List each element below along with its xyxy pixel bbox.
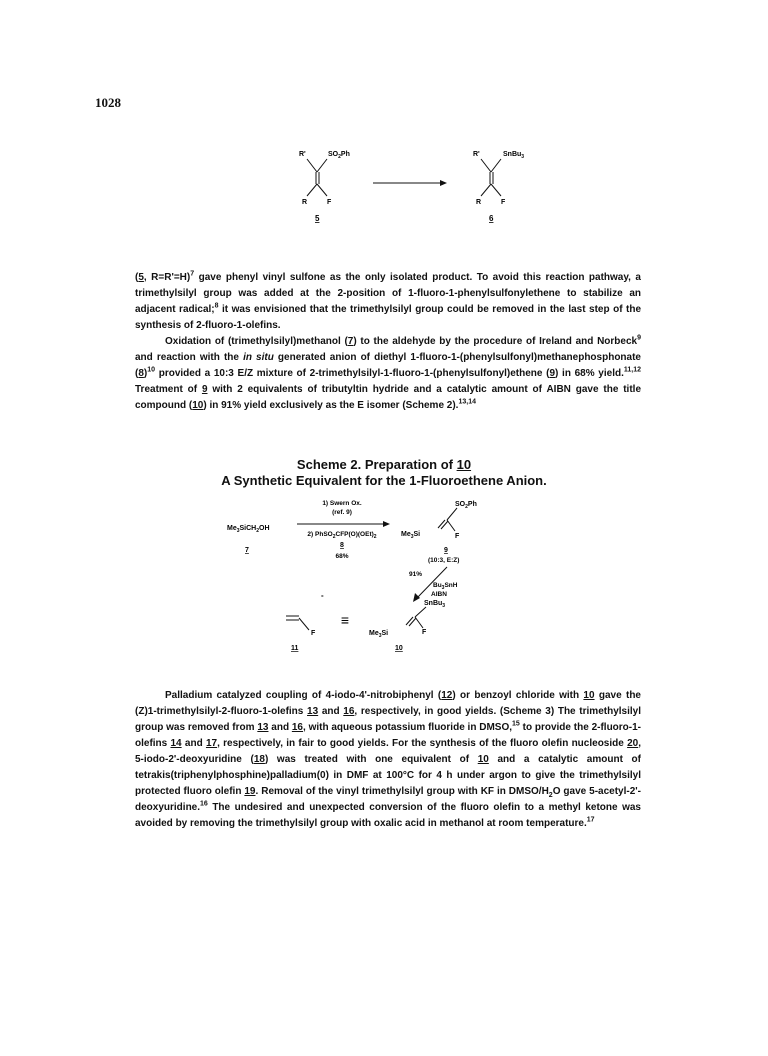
- scheme-2-title: [0, 457, 768, 489]
- anion-charge: -: [321, 591, 324, 600]
- compound-ref: 9: [201, 384, 208, 395]
- compound-ref: 13: [307, 706, 319, 717]
- compound-ref: 19: [244, 786, 256, 797]
- citation: 15: [512, 720, 520, 728]
- compound-ref: 12: [441, 690, 453, 701]
- compound-ref: 5: [138, 272, 144, 283]
- yield-1: 68%: [335, 553, 349, 560]
- equivalence-sign: ≡: [340, 612, 350, 628]
- citation: 9: [637, 334, 642, 342]
- citation: 7: [190, 270, 195, 278]
- reagent-label-8: 8: [340, 542, 344, 549]
- compound-label-9: 9: [444, 547, 448, 554]
- citation: 13,14: [458, 398, 476, 406]
- paragraph-2: Oxidation of (trimethylsilyl)methanol (7) to the aldehyde by the procedure of Ireland and Norbeck$^9$ and reaction with the in situ generated anion of diethyl 1-fluoro-1-(phenylsulfonyl)methanephosphonate $(8)^{10}$ provided a 10:3 E/Z mixture of 2-trimethylsilyl-1-fluoro-1-(phenylsulfonyl)ethene (9) in 68% yield.$^{11,12}$ Treatment of 9 with 2 equivalents of tributyltin hydride and a catalytic amount of AIBN gave the title compound (10) in 91% yield exclusively as the E isomer (Scheme 2).$^{13,14}$: [135, 334, 642, 411]
- page-number: 1028: [95, 95, 121, 110]
- anion-11: [286, 591, 324, 652]
- intermediate-tms: $Me_3Si$: [401, 531, 421, 540]
- yield-2: 91%: [409, 571, 423, 578]
- scheme-2: [225, 494, 565, 654]
- intermediate-9: [401, 501, 477, 564]
- reactant-structure-5: [299, 151, 350, 223]
- compound-ref: 10: [477, 754, 489, 765]
- anion-f: F: [311, 630, 316, 637]
- product-group-snbu3: SnBu$_3$: [503, 151, 525, 160]
- compound-ref: 7: [347, 336, 354, 347]
- product-structure-6: [473, 151, 524, 223]
- intermediate-ratio: (10:3, E:Z): [428, 557, 460, 564]
- reactant-group-so2ph: $SO_2Ph$: [328, 151, 350, 160]
- reagent-aibn: AIBN: [431, 591, 447, 598]
- equivalence: [341, 612, 349, 628]
- citation: 11,12: [623, 366, 642, 374]
- paragraph-1: (5, R=R'=H)$^7$ gave phenyl vinyl sulfone as the only isolated product. To avoid this reaction pathway, a trimethylsilyl group was added at the 2-position of 1-fluoro-1-phenylsulfonylethene to stabilize an adjacent radical;$^8$ it was envisioned that the trimethylsilyl group could be removed in the last step of the synthesis of 2-fluoro-1-olefins.: [135, 270, 642, 331]
- reactant-f: F: [327, 199, 332, 206]
- citation: 17: [586, 816, 595, 824]
- product-tms: $Me_3Si$: [369, 630, 389, 639]
- reaction-arrow-1: [373, 180, 447, 186]
- reactant-r: R: [302, 199, 308, 206]
- reactant-r-prime: R': [299, 151, 306, 158]
- compound-ref: 9: [549, 368, 556, 379]
- compound-label-11: 11: [291, 645, 299, 652]
- citation: 10: [147, 366, 156, 374]
- compound-label-10: 10: [395, 645, 403, 652]
- step-2: 2) $PhSO_2CFP(O)(OEt)_2$: [307, 531, 377, 540]
- product-r-prime: R': [473, 151, 480, 158]
- compound-ref: 10: [583, 690, 595, 701]
- scheme-2-title-line-1: Scheme 2. Preparation of 10: [296, 457, 472, 472]
- product-r: R: [476, 199, 482, 206]
- compound-ref: 20: [627, 738, 639, 749]
- paragraph-3: Palladium catalyzed coupling of 4-iodo-4'-nitrobiphenyl (12) or benzoyl chloride with 10 gave the (Z)1-trimethylsilyl-2-fluoro-1-olefins 13 and 16, respectively, in good yields. (Scheme 3) The trimethylsilyl group was removed from 13 and 16, with aqueous potassium fluoride in DMSO,$^{15}$ to provide the 2-fluoro-1-olefins 14 and 17, respectively, in fair to good yields. For the synthesis of the fluoro olefin nucleoside 20, 5-iodo-2'-deoxyuridine (18) was treated with one equivalent of 10 and a catalytic amount of tetrakis(triphenylphosphine)palladium(0) in DMF at 100°C for 4 h under argon to give the trimethylsilyl protected fluoro olefin 19. Removal of the vinyl trimethylsilyl group with KF in DMSO/$H_2O$ gave 5-acetyl-2'-deoxyuridine.$^{16}$ The undesired and unexpected conversion of the fluoro olefin to a methyl ketone was avoided by removing the trimethylsilyl group with oxalic acid in methanol at room temperature.$^{17}$: [135, 690, 642, 829]
- reaction-conditions-2: [409, 567, 458, 602]
- start-material-7: [227, 525, 270, 554]
- step-1-ref: (ref. 9): [332, 509, 352, 516]
- compound-label-7: 7: [245, 547, 249, 554]
- reagent-bu3snh: $Bu_3SnH$: [433, 582, 458, 591]
- scheme-1: [285, 140, 545, 225]
- compound-ref: 10: [192, 400, 204, 411]
- product-f: F: [422, 629, 427, 636]
- reaction-conditions-1: [297, 500, 390, 560]
- citation: 8: [214, 302, 219, 310]
- step-1: 1) Swern Ox.: [322, 500, 362, 507]
- compound-ref: 18: [253, 754, 265, 765]
- italic-in-situ: in situ: [243, 352, 274, 363]
- start-material-formula: $Me_3SiCH_2OH$: [227, 525, 270, 534]
- compound-ref: 16: [343, 706, 355, 717]
- compound-label-5: 5: [315, 214, 320, 223]
- compound-ref: 16: [291, 722, 303, 733]
- compound-ref: 17: [205, 738, 218, 749]
- intermediate-f: F: [455, 533, 460, 540]
- compound-ref: 13: [257, 722, 269, 733]
- product-f: F: [501, 199, 506, 206]
- compound-ref: 14: [170, 738, 182, 749]
- product-10: [369, 600, 445, 652]
- intermediate-group-so2ph: $SO_2Ph$: [455, 501, 477, 510]
- scheme-2-title-line-2: A Synthetic Equivalent for the 1-Fluoroethene Anion.: [221, 473, 547, 488]
- product-group-snbu3: SnBu$_3$: [424, 600, 446, 609]
- compound-label-6: 6: [489, 214, 494, 223]
- compound-ref: 8: [138, 368, 144, 379]
- citation: 16: [200, 800, 208, 808]
